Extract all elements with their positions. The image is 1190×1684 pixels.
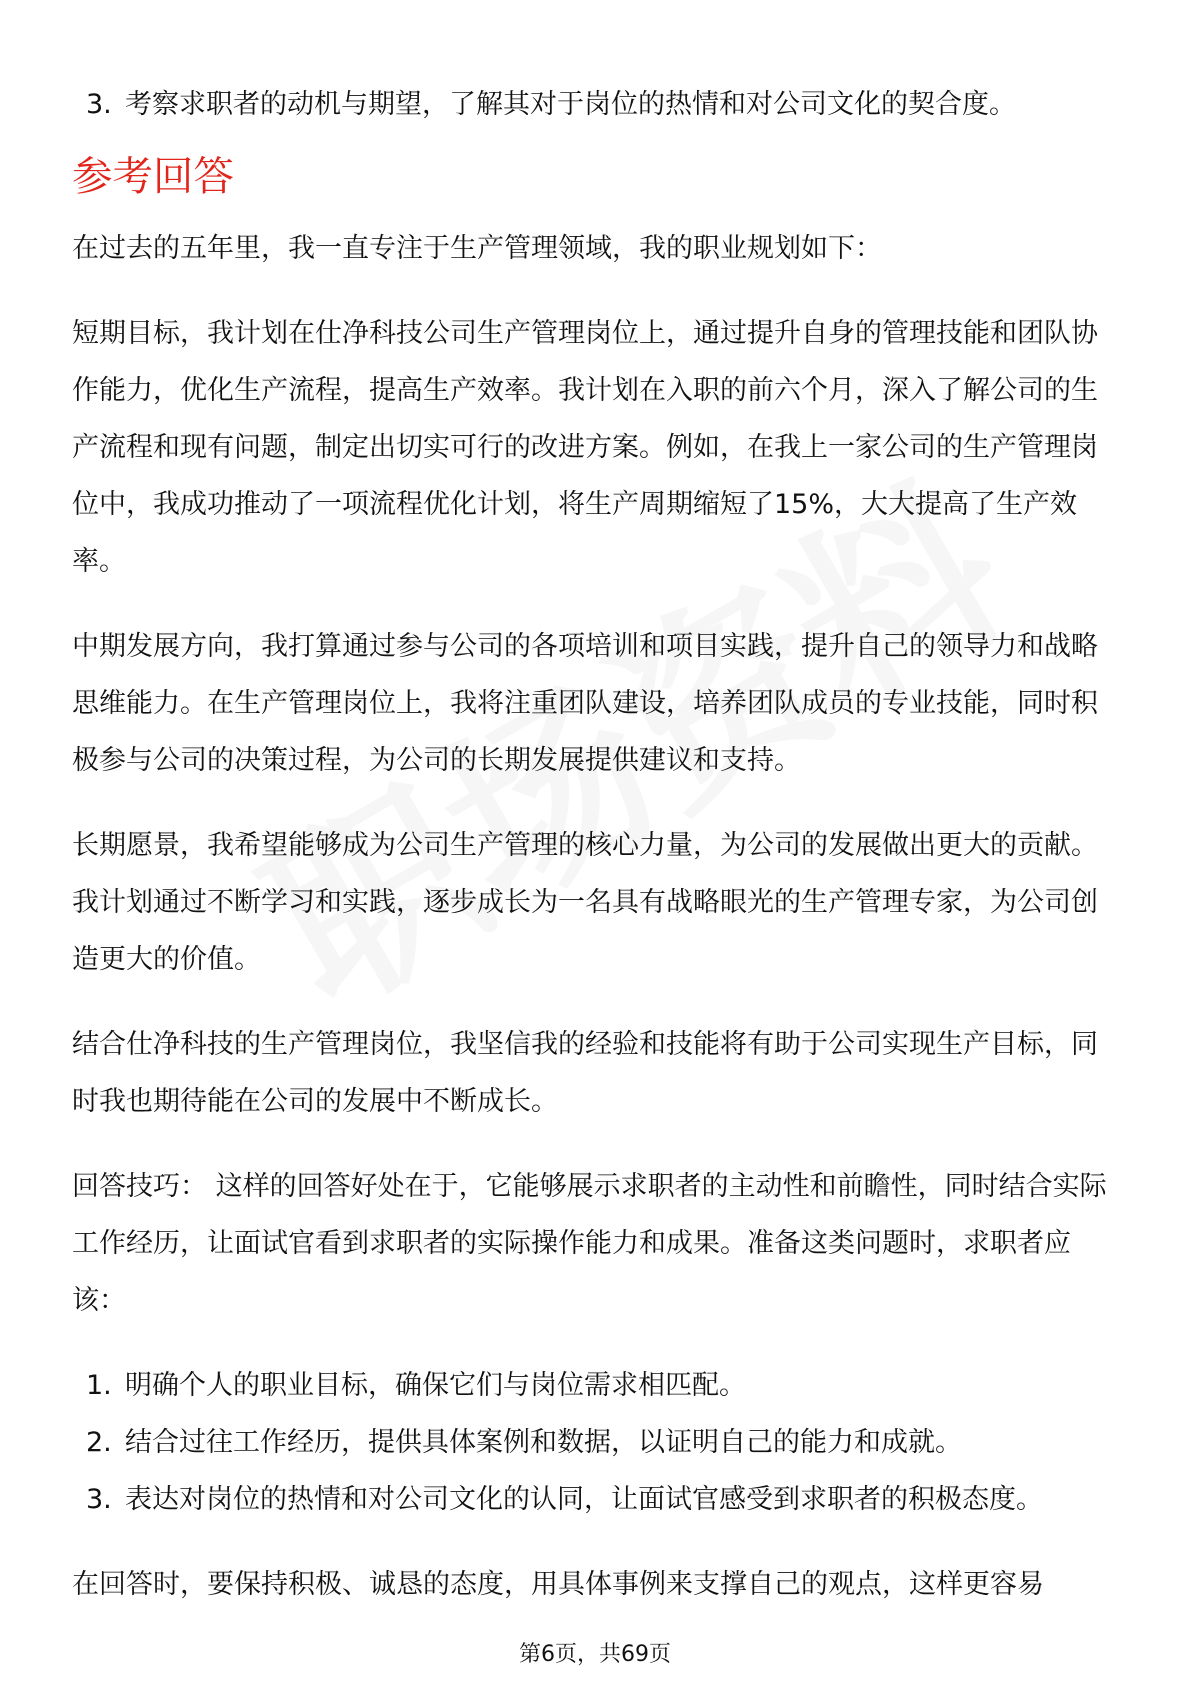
page-content [72, 76, 1118, 1613]
list-item-number: 1. [86, 1370, 112, 1401]
paragraph-long-term: 长期愿景，我希望能够成为公司生产管理的核心力量，为公司的发展做出更大的贡献。我计划通过不断学习和实践，逐步成长为一名具有战略眼光的生产管理专家，为公司创造更大的价值。 [72, 830, 1098, 975]
tips-list [72, 1357, 1118, 1528]
top-list [72, 76, 1118, 133]
list-item [72, 76, 1118, 133]
paragraph-closing: 在回答时，要保持积极、诚恳的态度，用具体事例来支撑自己的观点，这样更容易 [72, 1569, 1044, 1600]
paragraph-mid-term: 中期发展方向，我打算通过参与公司的各项培训和项目实践，提升自己的领导力和战略思维能力。在生产管理岗位上，我将注重团队建设，培养团队成员的专业技能，同时积极参与公司的决策过程，为公司的长期发展提供建议和支持。 [72, 631, 1098, 776]
list-item-text: 表达对岗位的热情和对公司文化的认同，让面试官感受到求职者的积极态度。 [125, 1484, 1043, 1515]
list-item-text: 结合过往工作经历，提供具体案例和数据，以证明自己的能力和成就。 [125, 1427, 962, 1458]
section-title: 参考回答 [72, 152, 234, 200]
paragraph-conclusion: 结合仕净科技的生产管理岗位，我坚信我的经验和技能将有助于公司实现生产目标，同时我也期待能在公司的发展中不断成长。 [72, 1029, 1098, 1117]
list-item [72, 1414, 1118, 1471]
list-item-text: 考察求职者的动机与期望，了解其对于岗位的热情和对公司文化的契合度。 [125, 89, 1016, 120]
list-item-number: 3. [86, 1484, 112, 1515]
list-item-text: 明确个人的职业目标，确保它们与岗位需求相匹配。 [125, 1370, 746, 1401]
list-item [72, 1357, 1118, 1414]
paragraph-short-term: 短期目标，我计划在仕净科技公司生产管理岗位上，通过提升自身的管理技能和团队协作能力，优化生产流程，提高生产效率。我计划在入职的前六个月，深入了解公司的生产流程和现有问题，制定出切实可行的改进方案。例如，在我上一家公司的生产管理岗位中，我成功推动了一项流程优化计划，将生产周期缩短了15%，大大提高了生产效率。 [72, 318, 1098, 577]
list-item [72, 1471, 1118, 1528]
list-item-number: 3. [86, 89, 112, 120]
page-footer: 第6页，共69页 [519, 1642, 671, 1667]
list-item-number: 2. [86, 1427, 112, 1458]
paragraph-tips: 回答技巧： 这样的回答好处在于，它能够展示求职者的主动性和前瞻性，同时结合实际工作经历，让面试官看到求职者的实际操作能力和成果。准备这类问题时，求职者应该： [72, 1171, 1107, 1316]
paragraph-intro: 在过去的五年里，我一直专注于生产管理领域，我的职业规划如下： [72, 233, 882, 264]
